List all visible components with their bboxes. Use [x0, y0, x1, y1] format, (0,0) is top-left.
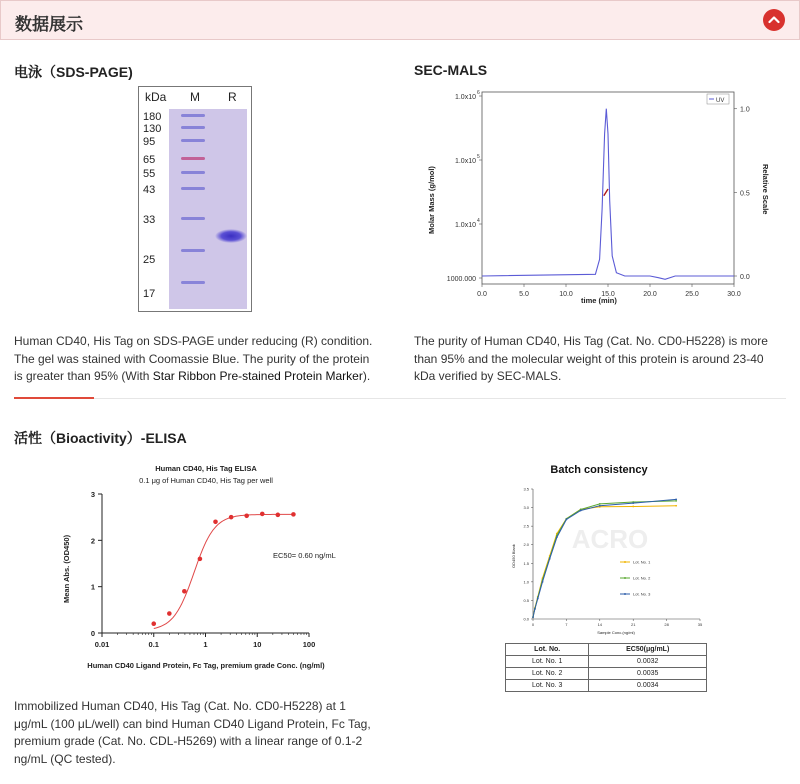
y-tick-exponent: 6	[477, 90, 480, 96]
secmals-y2label: Relative Scale	[761, 164, 770, 215]
x-tick-label: 100	[302, 640, 316, 649]
elisa-chart-title: Human CD40, His Tag ELISA	[155, 464, 257, 473]
section-header	[0, 0, 800, 40]
series-line	[533, 506, 676, 617]
mw-label: 43	[143, 184, 156, 196]
elisa-title: 活性（Bioactivity）-ELISA	[14, 430, 187, 446]
mw-label: 130	[143, 123, 162, 135]
series-point	[542, 581, 544, 583]
y-tick-label: 3	[90, 490, 95, 499]
legend-label: Lot. No. 3	[633, 591, 651, 597]
table-header-row	[506, 644, 707, 656]
x-tick-label: 28	[664, 622, 669, 627]
marker-band-33	[181, 217, 205, 220]
secmals-frame	[482, 92, 734, 284]
x-tick-label: 21	[630, 622, 636, 627]
y-tick-label: 1000.000	[446, 276, 476, 283]
y2-tick-label: 0.0	[740, 274, 750, 281]
y-tick-exponent: 4	[477, 218, 480, 224]
y-tick-exponent: 5	[477, 154, 480, 160]
series-point	[537, 598, 539, 600]
sds-title: 电泳（SDS-PAGE)	[14, 64, 133, 80]
secmals-xlabel: time (min)	[581, 296, 617, 305]
series-line	[533, 501, 676, 617]
series-point	[566, 519, 568, 521]
data-point	[276, 513, 281, 518]
data-point	[260, 512, 265, 517]
series-point	[556, 536, 558, 538]
elisa-chart-subtitle: 0.1 μg of Human CD40, His Tag per well	[139, 476, 273, 485]
y-tick-label: 1.0x10	[454, 222, 476, 229]
table-cell: Lot. No. 3	[506, 680, 589, 692]
mw-label: 180	[143, 111, 162, 123]
gel-label-r: R	[228, 90, 237, 104]
marker-band-25	[181, 249, 205, 252]
marker-band-65	[181, 157, 205, 160]
marker-band-180	[181, 114, 205, 117]
table-row	[506, 656, 707, 668]
table-cell: 0.0032	[589, 656, 707, 668]
x-tick-label: 0.0	[477, 291, 487, 298]
elisa-fit-curve	[154, 514, 294, 628]
gel-bands	[169, 109, 247, 309]
watermark: ACRO	[571, 524, 649, 554]
marker-band-130	[181, 126, 205, 129]
data-point	[198, 557, 203, 562]
x-tick-label: 5.0	[519, 291, 529, 298]
elisa-xlabel: Human CD40 Ligand Protein, Fc Tag, premium grade Conc. (ng/ml)	[87, 661, 325, 670]
legend-marker	[624, 593, 626, 595]
data-point	[182, 589, 187, 594]
x-tick-label: 35	[697, 622, 703, 627]
data-point	[229, 515, 234, 520]
table-header-cell: EC50(μg/mL)	[589, 644, 707, 656]
data-point	[244, 513, 249, 518]
marker-link[interactable]: Star Ribbon Pre-stained Protein Marker	[152, 369, 363, 383]
uv-legend-label: UV	[716, 98, 725, 104]
y-tick-label: 2.5	[523, 523, 529, 529]
batch-ylabel: OD450 Blank	[511, 544, 516, 568]
table-row	[506, 668, 707, 680]
data-point	[151, 621, 156, 626]
secmals-title: SEC-MALS	[414, 62, 488, 78]
series-point	[599, 503, 601, 505]
data-point	[167, 611, 172, 616]
sds-desc-end: ).	[362, 369, 371, 383]
table-cell: 0.0034	[589, 680, 707, 692]
data-point	[213, 520, 218, 525]
secmals-description: The purity of Human CD40, His Tag (Cat. No. CD0-H5228) is more than 95% and the molecular weight of this protein is around 23-40 kDa verified by SEC-MALS.	[414, 334, 768, 383]
batch-title: Batch consistency	[550, 464, 648, 476]
mw-label: 95	[143, 136, 156, 148]
y-tick-label: 2	[90, 536, 95, 546]
gel-body	[169, 109, 247, 309]
mw-label: 17	[143, 288, 156, 300]
y-tick-label: 0.5	[523, 597, 529, 603]
mw-label: 65	[143, 154, 156, 166]
elisa-description: Immobilized Human CD40, His Tag (Cat. No. CD0-H5228) at 1 μg/mL (100 μL/well) can bind Human CD40 Ligand Protein, Fc Tag, premium grade (Cat. No. CDL-H5269) with a linear range of 0.1-2 ng/mL (QC tested).	[14, 699, 371, 766]
x-tick-label: 0.1	[148, 640, 159, 649]
marker-band-55	[181, 171, 205, 174]
series-point	[580, 510, 582, 512]
table-row	[506, 680, 707, 692]
batch-xlabel: Sample Conc.(ng/ml)	[597, 630, 635, 635]
x-tick-label: 7	[565, 622, 568, 627]
y-tick-label: 2.0	[523, 542, 529, 548]
section-divider	[14, 398, 786, 399]
y-tick-label: 0.0	[523, 616, 529, 622]
chevron-up-icon	[768, 15, 780, 24]
y-tick-label: 1	[90, 582, 95, 592]
mw-label: 55	[143, 168, 156, 180]
sample-band-r	[215, 229, 247, 243]
series-point	[675, 505, 677, 507]
y-tick-label: 1.0	[523, 579, 529, 585]
legend-marker	[624, 577, 626, 579]
marker-band-95	[181, 139, 205, 142]
x-tick-label: 20.0	[643, 291, 657, 298]
y-tick-label: 1.0x10	[454, 94, 476, 101]
section-divider-accent	[14, 397, 94, 399]
ec50-table	[505, 643, 707, 692]
x-tick-label: 30.0	[727, 291, 741, 298]
gel-label-kda: kDa	[145, 90, 167, 104]
elisa-ylabel: Mean Abs. (OD450)	[62, 534, 71, 603]
legend-marker	[624, 561, 626, 563]
molar-mass-segment	[604, 189, 608, 196]
gel-label-m: M	[190, 90, 200, 104]
marker-band-17	[181, 281, 205, 284]
secmals-chart	[418, 84, 780, 312]
table-cell: Lot. No. 2	[506, 668, 589, 680]
series-point	[534, 608, 536, 610]
uv-trace-line	[482, 109, 734, 280]
table-cell: Lot. No. 1	[506, 656, 589, 668]
series-point	[632, 502, 634, 504]
y2-tick-label: 0.5	[740, 190, 750, 198]
y-tick-label: 1.5	[523, 560, 529, 566]
y-tick-label: 0	[90, 629, 95, 638]
series-point	[632, 506, 634, 508]
data-point	[291, 512, 296, 517]
legend-label: Lot. No. 1	[633, 559, 651, 565]
x-tick-label: 1	[203, 640, 208, 649]
x-tick-label: 0	[531, 622, 535, 627]
mw-label: 25	[143, 254, 156, 266]
x-tick-label: 25.0	[685, 291, 699, 298]
sds-description	[14, 333, 380, 386]
y2-tick-label: 1.0	[740, 106, 750, 114]
sds-page-gel-image	[138, 86, 252, 312]
x-tick-label: 15.0	[601, 291, 615, 298]
x-tick-label: 0.01	[94, 640, 110, 649]
secmals-ylabel: Molar Mass (g/mol)	[427, 166, 436, 234]
series-line	[533, 499, 676, 617]
batch-chart	[480, 456, 730, 640]
x-tick-label: 14	[597, 622, 603, 627]
series-point	[599, 505, 601, 507]
y-tick-label: 3.0	[523, 505, 529, 511]
legend-label: Lot. No. 2	[633, 575, 651, 581]
collapse-toggle[interactable]	[763, 9, 785, 31]
series-point	[532, 616, 534, 618]
x-tick-label: 10.0	[559, 291, 573, 298]
y-tick-label: 3.5	[523, 486, 529, 492]
y-tick-label: 1.0x10	[454, 158, 476, 165]
section-title: 数据展示	[15, 15, 83, 34]
mw-label: 33	[143, 214, 156, 226]
table-cell: 0.0035	[589, 668, 707, 680]
elisa-chart	[54, 458, 354, 674]
elisa-ec50-annotation: EC50= 0.60 ng/mL	[273, 551, 336, 560]
series-point	[675, 499, 677, 501]
marker-band-43	[181, 187, 205, 190]
series-point	[549, 558, 551, 560]
sds-desc-text: Human CD40, His Tag on SDS-PAGE under reducing (R) condition. The gel was stained with Coomassie Blue. The purity of the protein is greater than 95% (With	[14, 334, 373, 383]
table-header-cell: Lot. No.	[506, 644, 589, 656]
x-tick-label: 10	[253, 640, 262, 649]
